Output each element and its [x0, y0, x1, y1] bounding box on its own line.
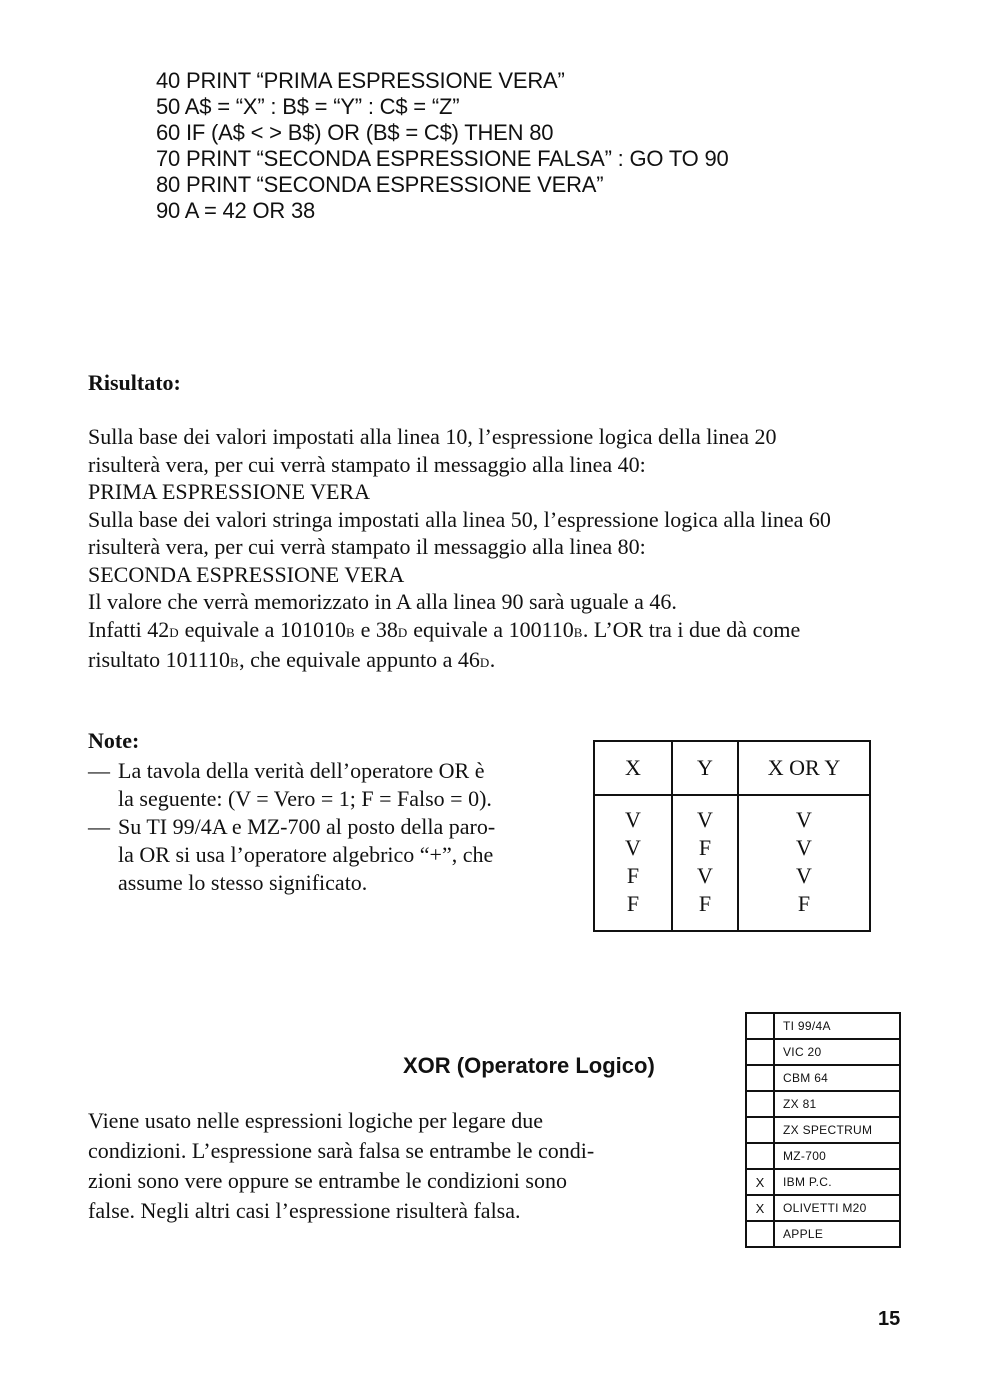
subscript-binary: B	[573, 624, 583, 640]
compat-mark	[746, 1013, 774, 1039]
compat-mark	[746, 1091, 774, 1117]
subscript-decimal: D	[397, 624, 408, 640]
compat-row	[746, 1117, 900, 1143]
text-segment: Infatti 42	[88, 616, 170, 642]
text-line: zioni sono vere oppure se entrambe le condizioni sono	[88, 1168, 567, 1193]
code-line: 40 PRINT “PRIMA ESPRESSIONE VERA”	[156, 68, 565, 93]
cell-value: F	[626, 863, 640, 888]
text-segment: e 38	[355, 616, 398, 642]
note-line: assume lo stesso significato.	[118, 870, 368, 895]
subscript-decimal: D	[169, 624, 180, 640]
text-line: Viene usato nelle espressioni logiche per legare due	[88, 1108, 544, 1133]
notes-list	[88, 757, 558, 897]
cell-value: V	[796, 835, 812, 860]
text-line: SECONDA ESPRESSIONE VERA	[88, 561, 405, 587]
dash-marker: —	[88, 814, 110, 839]
compat-row	[746, 1013, 900, 1039]
cell-value: F	[698, 891, 712, 916]
text-segment: risultato 101110	[88, 647, 230, 672]
truth-table	[593, 740, 871, 932]
text-line: Sulla base dei valori stringa impostati alla linea 50, l’espressione logica alla linea 60	[88, 506, 831, 532]
compat-system: CBM 64	[774, 1065, 900, 1091]
note-line: Su TI 99/4A e MZ-700 al posto della paro-	[118, 814, 496, 839]
text-segment: . L’OR tra i due dà come	[582, 616, 801, 642]
note-line: la OR si usa l’operatore algebrico “+”, che	[118, 842, 494, 867]
xor-description	[88, 1106, 594, 1226]
code-line: 60 IF (A$ < > B$) OR (B$ = C$) THEN 80	[156, 120, 554, 145]
compat-row	[746, 1065, 900, 1091]
header-y: Y	[672, 741, 738, 795]
cell-value: V	[625, 807, 641, 832]
subscript-decimal: D	[479, 655, 490, 670]
cell-value: V	[796, 807, 812, 832]
code-line: 70 PRINT “SECONDA ESPRESSIONE FALSA” : GO TO 90	[156, 146, 729, 171]
dash-marker: —	[88, 758, 110, 783]
code-line: 80 PRINT “SECONDA ESPRESSIONE VERA”	[156, 172, 604, 197]
column-y-values	[672, 795, 738, 931]
header-x: X	[594, 741, 672, 795]
text-line: PRIMA ESPRESSIONE VERA	[88, 479, 370, 504]
cell-value: V	[625, 835, 641, 860]
truth-table-header-row	[594, 741, 870, 795]
compat-row	[746, 1195, 900, 1221]
subscript-binary: B	[229, 655, 240, 670]
compat-system: TI 99/4A	[774, 1013, 900, 1039]
cell-value: V	[796, 863, 812, 888]
page-number: 15	[878, 1308, 901, 1330]
text-line: Il valore che verrà memorizzato in A alla linea 90 sarà uguale a 46.	[88, 589, 677, 614]
text-line: Sulla base dei valori impostati alla linea 10, l’espressione logica della linea 20	[88, 424, 777, 449]
compat-row	[746, 1091, 900, 1117]
text-line	[88, 646, 898, 677]
compat-mark	[746, 1065, 774, 1091]
text-line: false. Negli altri casi l’espressione risulterà falsa.	[88, 1198, 521, 1223]
text-segment: .	[489, 647, 496, 672]
compat-system: MZ-700	[774, 1143, 900, 1169]
compat-system: ZX SPECTRUM	[774, 1117, 900, 1143]
note-item	[88, 813, 558, 897]
header-x-or-y: X OR Y	[738, 741, 870, 795]
column-x-values	[594, 795, 672, 931]
compat-row	[746, 1143, 900, 1169]
column-x-or-y-values	[738, 795, 870, 931]
compat-mark	[746, 1221, 774, 1247]
compat-system: IBM P.C.	[774, 1169, 900, 1195]
compat-system: VIC 20	[774, 1039, 900, 1065]
text-line: condizioni. L’espressione sarà falsa se entrambe le condi-	[88, 1138, 595, 1163]
compatibility-table	[745, 1012, 901, 1248]
text-segment: equivale a 100110	[407, 616, 574, 642]
compat-mark: X	[746, 1195, 774, 1221]
cell-value: F	[797, 891, 811, 916]
subscript-binary: B	[345, 624, 356, 640]
compat-mark	[746, 1039, 774, 1065]
code-line: 90 A = 42 OR 38	[156, 198, 316, 223]
code-listing	[156, 68, 729, 224]
cell-value: F	[626, 891, 640, 916]
notes-heading: Note:	[88, 728, 140, 753]
text-line	[88, 616, 898, 647]
text-segment: equivale a 101010	[179, 616, 346, 642]
compat-system: ZX 81	[774, 1091, 900, 1117]
compat-mark	[746, 1143, 774, 1169]
compat-system: OLIVETTI M20	[774, 1195, 900, 1221]
text-line: risulterà vera, per cui verrà stampato il messaggio alla linea 40:	[88, 451, 646, 477]
code-line: 50 A$ = “X” : B$ = “Y” : C$ = “Z”	[156, 94, 460, 119]
compat-mark: X	[746, 1169, 774, 1195]
risultato-text	[88, 423, 898, 677]
cell-value: F	[698, 835, 712, 860]
note-item	[88, 757, 558, 813]
compat-system: APPLE	[774, 1221, 900, 1247]
compat-row	[746, 1221, 900, 1247]
note-line: La tavola della verità dell’operatore OR è	[118, 758, 485, 783]
text-line: risulterà vera, per cui verrà stampato il messaggio alla linea 80:	[88, 534, 646, 559]
compat-mark	[746, 1117, 774, 1143]
truth-table-body-row	[594, 795, 870, 931]
cell-value: V	[697, 807, 713, 832]
note-line: la seguente: (V = Vero = 1; F = Falso = 0).	[118, 786, 492, 811]
xor-section-title: XOR (Operatore Logico)	[403, 1053, 655, 1078]
text-segment: , che equivale appunto a 46	[239, 647, 480, 672]
compat-row	[746, 1039, 900, 1065]
compat-row	[746, 1169, 900, 1195]
risultato-heading: Risultato:	[88, 370, 181, 395]
cell-value: V	[697, 863, 713, 888]
